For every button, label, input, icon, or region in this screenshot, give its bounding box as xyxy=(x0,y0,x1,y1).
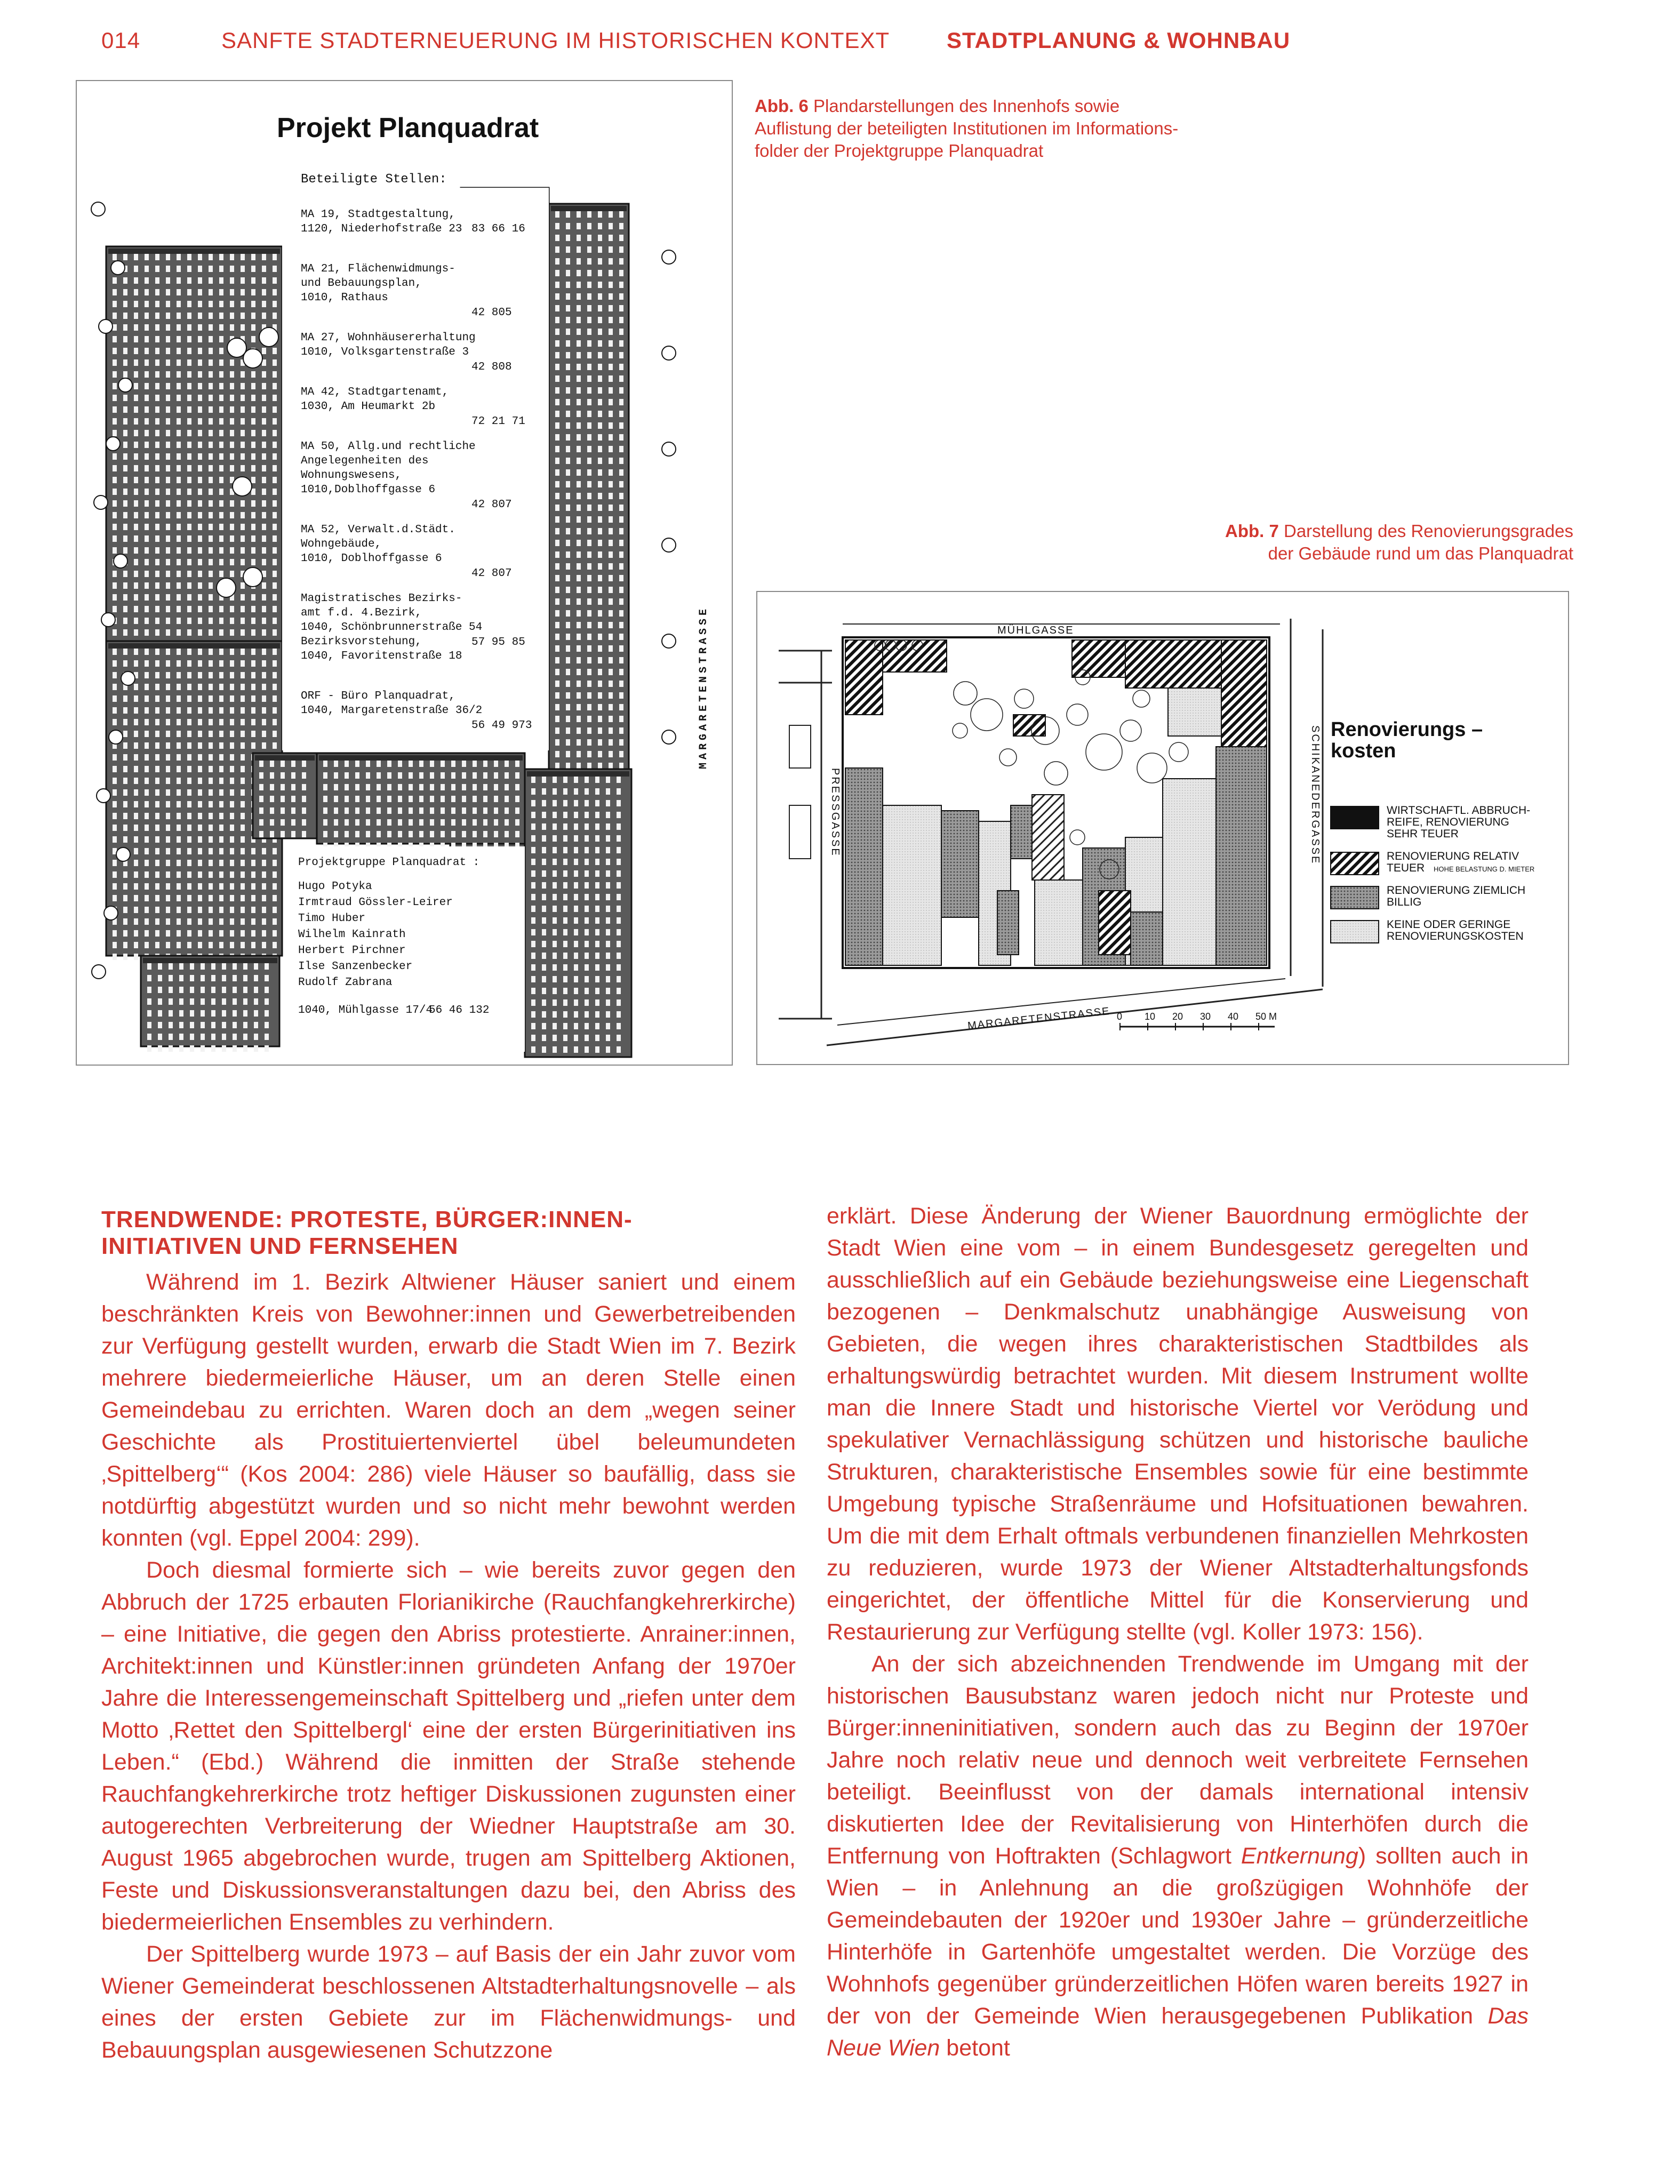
institution-line: 1010, Doblhoffgasse 6 xyxy=(301,553,442,565)
institution-line: MA 50, Allg.und rechtliche xyxy=(301,441,476,453)
scale-tick-label: 30 xyxy=(1200,1011,1211,1022)
institution-line: und Bebauungsplan, xyxy=(301,277,422,290)
figure-6-plan xyxy=(77,81,732,1065)
legend-label: TEUER xyxy=(1387,862,1425,874)
legend-note: HOHE BELASTUNG D. MIETER xyxy=(1434,865,1535,873)
legend-label: KEINE ODER GERINGE xyxy=(1387,918,1511,931)
project-group-phone: 56 46 132 xyxy=(429,1004,490,1017)
scale-tick-label: 20 xyxy=(1172,1011,1183,1022)
section-title: STADTPLANUNG & WOHNBAU xyxy=(947,28,1291,53)
caption-label: Abb. 7 xyxy=(1225,521,1279,541)
caption-line: folder der Projektgruppe Planquadrat xyxy=(755,141,1044,161)
institution-line: Magistratisches Bezirks- xyxy=(301,593,462,605)
caption-line: der Gebäude rund um das Planquadrat xyxy=(1268,543,1573,563)
legend-swatch xyxy=(1331,852,1379,875)
institution-line: 1120, Niederhofstraße 23 xyxy=(301,223,462,235)
institution-line: Wohnungswesens, xyxy=(301,469,402,482)
running-title: SANFTE STADTERNEUERUNG IM HISTORISCHEN KONTEXT xyxy=(221,28,890,53)
legend-swatch xyxy=(1331,886,1379,909)
page-number: 014 xyxy=(101,28,141,53)
scale-bar xyxy=(1117,1011,1277,1030)
street-label-pressgasse: PRESSGASSE xyxy=(829,768,841,857)
figure-6-subheading: Beteiligte Stellen: xyxy=(301,172,447,187)
legend-item xyxy=(1331,918,1524,943)
legend-label: SEHR TEUER xyxy=(1387,828,1459,840)
paragraph: An der sich abzeichnenden Trendwende im Umgang mit der historischen Bausubstanz waren jedoch nicht nur Proteste und Bürger:inneninitiativen, sondern auch das zu Beginn der 1970er Jahre noch relativ neue und dennoch weit verbreitete Fernsehen beteiligt. Beeinflusst von der damals international intensiv diskutierten Idee der Revitalisierung von Hinterhöfen durch die Entfernung von Hoftrakten (Schlagwort Entkernung) sollten auch in Wien – in Anlehnung an die großzügigen Wohnhöfe der Gemeindebauten der 1920er und 1930er Jahre – gründerzeitliche Hinterhöfe in Gartenhöfe umgestaltet werden. Die Vorzüge des Wohnhofs gegenüber gründerzeitlichen Höfen waren bereits 1927 in der von der Gemeinde Wien herausgegebenen Publikation Das Neue Wien betont xyxy=(827,1651,1529,2061)
institution-line: MA 27, Wohnhäusererhaltung xyxy=(301,332,476,344)
institution-line: MA 52, Verwalt.d.Städt. xyxy=(301,524,455,536)
figure-7-caption xyxy=(1093,520,1573,565)
project-group-member: Wilhelm Kainrath xyxy=(298,929,406,941)
phone-number: 42 807 xyxy=(471,567,512,580)
section-heading: TRENDWENDE: PROTESTE, BÜRGER:INNEN- INITIATIVEN UND FERNSEHEN xyxy=(101,1206,633,1259)
institution-line: 1030, Am Heumarkt 2b xyxy=(301,401,436,413)
legend-label: RENOVIERUNG ZIEMLICH xyxy=(1387,884,1526,897)
legend-label: REIFE, RENOVIERUNG xyxy=(1387,816,1509,828)
legend-label: RENOVIERUNG RELATIV xyxy=(1387,850,1519,862)
figure-7-map xyxy=(757,592,1568,1064)
institution-line: 1040, Margaretenstraße 36/2 xyxy=(301,705,483,717)
phone-number: 42 805 xyxy=(471,307,512,319)
institution-line: 1010,Doblhoffgasse 6 xyxy=(301,484,436,496)
scale-tick-label: 0 xyxy=(1117,1011,1123,1022)
institution-line: 1010, Rathaus xyxy=(301,292,388,304)
legend-label: RENOVIERUNGSKOSTEN xyxy=(1387,930,1524,942)
project-group-member: Timo Huber xyxy=(298,913,366,925)
project-group-member: Irmtraud Gössler-Leirer xyxy=(298,897,453,909)
figure-6-title: Projekt Planquadrat xyxy=(277,113,539,143)
project-group-member: Rudolf Zabrana xyxy=(298,977,393,989)
street-label-muehlgasse: MÜHLGASSE xyxy=(997,625,1074,636)
institution-line: MA 21, Flächenwidmungs- xyxy=(301,263,455,275)
scale-tick-label: 10 xyxy=(1145,1011,1156,1022)
legend-label: WIRTSCHAFTL. ABBRUCH- xyxy=(1387,804,1531,817)
project-group-address: 1040, Mühlgasse 17/4 xyxy=(298,1004,433,1017)
paragraph: Doch diesmal formierte sich – wie bereits zuvor gegen den Abbruch der 1725 erbauten Florianikirche (Rauchfangkehrerkirche) – eine Initiative, die gegen den Abriss protestierte. Anrainer:innen, Architekt:innen und Künstler:innen gründeten Anfang der 1970er Jahre die Interessengemeinschaft Spittelberg und „riefen unter dem Motto ‚Rettet den Spittelbergl‘ eine der ersten Bürgerinitiativen ins Leben.“ (Ebd.) Während die inmitten der Straße stehende Rauchfangkehrerkirche trotz heftiger Diskussionen zugunsten einer autogerechten Verbreiterung der Wiedner Hauptstraße am 30. August 1965 abgebrochen wurde, trugen am Spittelberg Aktionen, Feste und Diskussionsveranstaltungen dazu bei, den Abriss des biedermeierlichen Ensembles zu verhindern. xyxy=(101,1557,796,1935)
article-right-column xyxy=(827,1200,1529,2064)
street-label-margaretenstrasse: MARGARETENSTRASSE xyxy=(698,605,710,769)
legend-swatch xyxy=(1331,806,1379,829)
legend-title: Renovierungs – xyxy=(1331,718,1483,741)
renovation-legend xyxy=(1331,804,1534,943)
legend-item xyxy=(1331,850,1534,875)
phone-number: 57 95 85 xyxy=(471,636,525,649)
institution-line: amt f.d. 4.Bezirk, xyxy=(301,607,422,619)
project-group-member: Ilse Sanzenbecker xyxy=(298,961,413,973)
legend-swatch xyxy=(1331,921,1379,943)
institution-line: MA 19, Stadtgestaltung, xyxy=(301,209,455,221)
phone-number: 42 807 xyxy=(471,499,512,511)
caption-label: Abb. 6 xyxy=(755,96,809,116)
legend-item xyxy=(1331,804,1530,840)
legend-item xyxy=(1331,884,1525,909)
institution-line: 1010, Volksgartenstraße 3 xyxy=(301,346,469,358)
figure-6-image xyxy=(76,80,733,1066)
institution-line: ORF - Büro Planquadrat, xyxy=(301,690,455,702)
article-left-column xyxy=(101,1206,796,2066)
institution-line: 1040, Schönbrunnerstraße 54 xyxy=(301,621,483,634)
institution-line: Bezirksvorstehung, xyxy=(301,636,422,648)
project-group-member: Hugo Potyka xyxy=(298,881,372,893)
institution-line: 1040, Favoritenstraße 18 xyxy=(301,650,462,662)
paragraph: Während im 1. Bezirk Altwiener Häuser saniert und einem beschränkten Kreis von Bewohner:innen und Gewerbetreibenden zur Verfügung gestellt wurden, erwarb die Stadt Wien im 7. Bezirk mehrere biedermeierliche Häuser, um an deren Stelle einen Gemeindebau zu errichten. Waren doch an dem „wegen seiner Geschichte als Prostituiertenviertel übel beleumundeten ‚Spittelberg‘“ (Kos 2004: 286) viele Häuser so baufällig, dass sie notdürftig abgestützt wurden und so nicht mehr bewohnt werden konnten (vgl. Eppel 2004: 299). xyxy=(101,1269,796,1551)
phone-number: 42 808 xyxy=(471,361,512,373)
publication-title: Das Neue Wien xyxy=(827,2003,1529,2061)
caption-line: Auflistung der beteiligten Institutionen im Informations- xyxy=(755,118,1179,138)
paragraph: erklärt. Diese Änderung der Wiener Bauordnung ermöglichte der Stadt Wien eine vom – in einem Bundesgesetz geregelten und ausschließlich auf ein Gebäude beziehungsweise eine Liegenschaft bezogenen – Denkmalschutz unabhängige Ausweisung von Gebieten, die wegen ihres charakteristischen Stadtbildes als erhaltungswürdig betrachtet wurden. Mit diesem Instrument wollte man die Innere Stadt und historische Viertel vor Verödung und spekulativer Vernachlässigung schützen und historische bauliche Strukturen, charakteristische Ensembles sowie für eine bestimmte Umgebung typische Straßenräume und Hofsituationen bewahren. Um die mit dem Erhalt oftmals verbundenen finanziellen Mehrkosten zu reduzieren, wurde 1973 der Wiener Altstadterhaltungsfonds eingerichtet, der öffentliche Mittel für die Konservierung und Restaurierung zur Verfügung stellte (vgl. Koller 1973: 156). xyxy=(827,1203,1529,1645)
project-group-member: Herbert Pirchner xyxy=(298,945,406,957)
institution-line: MA 42, Stadtgartenamt, xyxy=(301,386,449,398)
legend-label: BILLIG xyxy=(1387,896,1422,908)
legend-title: kosten xyxy=(1331,740,1396,762)
scale-tick-label: 40 xyxy=(1228,1011,1239,1022)
scale-tick-label: 50 M xyxy=(1255,1011,1277,1022)
caption-line: Plandarstellungen des Innenhofs sowie xyxy=(813,96,1120,116)
street-label-schikanedergasse: SCHIKANEDERGASSE xyxy=(1309,725,1321,865)
institution-line: Angelegenheiten des xyxy=(301,455,429,467)
project-group-title: Projektgruppe Planquadrat : xyxy=(298,857,480,869)
institution-line: Wohngebäude, xyxy=(301,538,382,550)
figure-6-caption xyxy=(755,95,1288,162)
street-label-margaretenstrasse: MARGARETENSTRASSE xyxy=(967,1005,1111,1032)
caption-line: Darstellung des Renovierungsgrades xyxy=(1284,521,1573,541)
phone-number: 72 21 71 xyxy=(471,415,525,428)
italic-term: Entkernung xyxy=(1241,1843,1358,1869)
figure-7-image xyxy=(756,591,1569,1065)
paragraph: Der Spittelberg wurde 1973 – auf Basis der ein Jahr zuvor vom Wiener Gemeinderat beschlossenen Altstadterhaltungsnovelle – als eines der ersten Gebiete zur im Flächenwidmungs- und Bebauungsplan ausgewiesenen Schutzzone xyxy=(101,1941,796,2063)
phone-number: 56 49 973 xyxy=(471,719,532,732)
phone-number: 83 66 16 xyxy=(471,223,525,235)
